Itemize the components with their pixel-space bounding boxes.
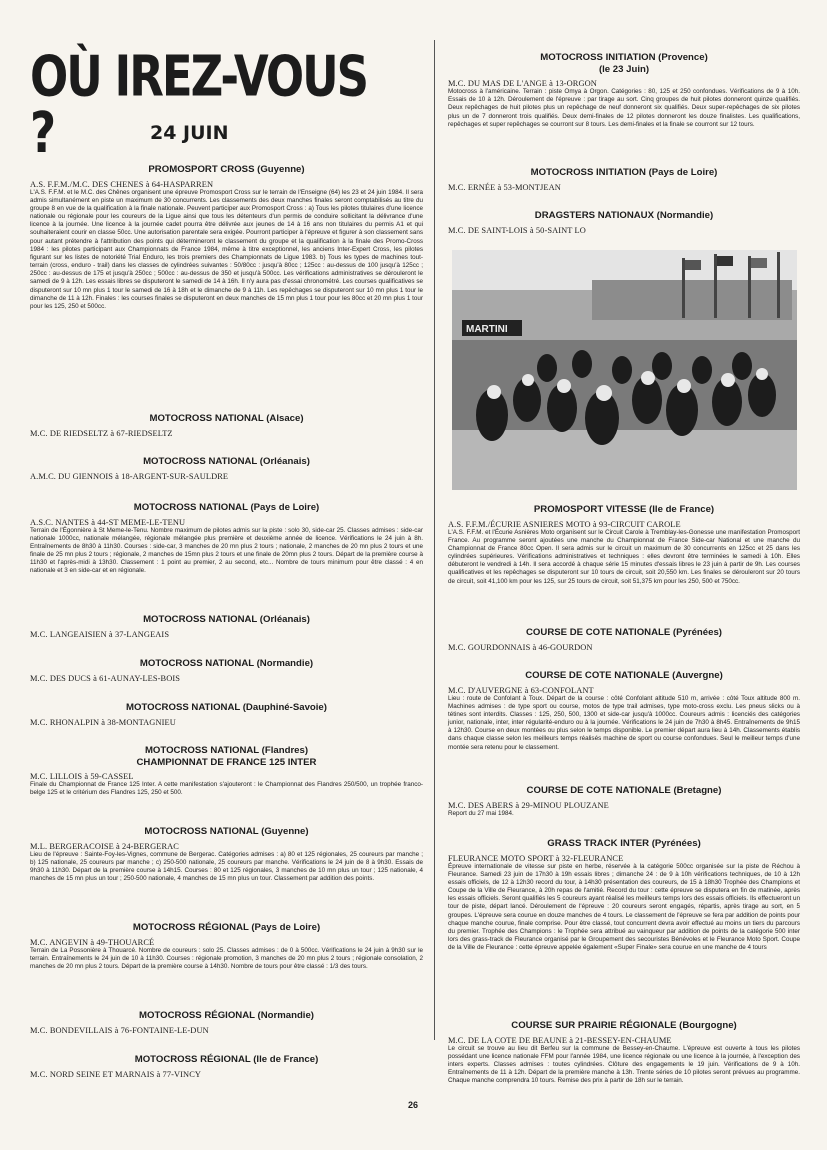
- event-organizer: M.C. ERNÉE à 53-MONTJEAN: [448, 182, 561, 192]
- event-heading: COURSE DE COTE NATIONALE (Bretagne): [526, 785, 722, 796]
- event-heading: MOTOCROSS RÉGIONAL (Pays de Loire): [132, 922, 321, 933]
- race-photo: [452, 250, 797, 490]
- event-organizer: A.S. F.F.M./M.C. DES CHENES à 64-HASPARREN: [30, 179, 214, 189]
- event-heading: MOTOCROSS NATIONAL (Dauphiné-Savoie): [126, 702, 327, 713]
- event-description: Report du 27 mai 1984.: [448, 809, 514, 817]
- event-description: Motocross à l'américaine. Terrain : piste Omya à Orgon. Catégories : 80, 125 et 250 confondues. Vérifications de 9 à 10h. Essais de 10 à 12h. Déroulement de l'épreuve : par tirage au sort. Cinq groupes de huit pilotes donneront quinze qualifiés. Deux repêchages de huit pilotes plus un repêchage de neuf donneront six qualifiés. Deux super-repêchages de six pilotes plus un de 7 donneront trois qualifiés. Deux demi-finales de 12 pilotes donneront les douze finalistes. Les qualifications, repêchages et super repêchages se courront sur 8 tours. Les demi-finales et la finale se courront sur 12 tours.: [448, 88, 800, 128]
- page-title: OÙ IREZ-VOUS ?: [30, 43, 368, 166]
- event-description: L'A.S. F.F.M. et le M.C. des Chênes organisent une épreuve Promosport Cross sur le terrain de l'Enseigne (64) les 23 et 24 juin 1984. Il sera admis simultanément en piste un maximum de 30 concurrents. Les classements des deux manches finales seront comptabilisés au titre du groupe 8 en vue de la qualification à la finale nationale. Peuvent participer aux Promosport Cross : a) Tous les pilotes titulaires d'une licence nationale ou régionale pour les coureurs de la Ligue ainsi que tous les détenteurs d'un permis de conduire sollicitant la délivrance d'une licence à la journée. Une licence à la journée cadet pourra être délivrée aux jeunes de 14 à 16 ans non titulaires du permis A1 et qui souhaiteraient courir en classe 50cc. Une autorisation parentale sera exigée. Pourront participer à l'épreuve et figurer à son classement sans pour autant prétendre à l'attribution des points qui détermineront le classement du groupe et la qualification à la finale des Promo-Cross 1984 : les pilotes participant aux Championnats de France 1984, même à titre exceptionnel, les anciens Inter-Expert Cross, les pilotes figurant sur les listes de notoriété Trial Enduro, les trois premiers des Championnats de Ligue 1983. b) Tous les types de machines tout-terrain (cross, enduro - trail) dans les classes de cylindrées suivantes : 50/80cc : jusqu'à 80cc ; 125cc : au-dessus de 100 jusqu'à 125cc ; 250cc : au-dessus de 175 et jusqu'à 250cc ; 500cc : au-dessus de 350 et jusqu'à 500cc. Les vérifications administratives se dérouleront le samedi de 9 à 12h. Les essais libres se disputeront le samedi de 14 à 16h. Il n'y aura pas d'essai chronométré. Les courses qualificatives se disputeront sur 10 mn plus 1 tour le samedi de 16 à 18h et le dimanche de 9 à 11h. Les repêchages se disputeront sur 10 mn plus 1 tour le dimanche de 11 à 12h. Finales : les courses finales se disputeront en deux manches de 15 mn plus 1 tour pour les 80cc et 20 mn plus 1 tour pour les 125, 250 et 500cc.: [30, 188, 423, 310]
- event-heading: COURSE SUR PRAIRIE RÉGIONALE (Bourgogne): [511, 1020, 737, 1031]
- event-motocross-pays-de-loire: [30, 502, 423, 576]
- event-heading: MOTOCROSS NATIONAL (Pays de Loire): [133, 502, 320, 513]
- event-organizer: M.C. DE LA COTE DE BEAUNE à 21-BESSEY-EN-CHAUME: [448, 1035, 672, 1045]
- event-organizer: M.C. DE SAINT-LOIS à 50-SAINT LO: [448, 225, 586, 235]
- event-motocross-langeais: [30, 614, 423, 639]
- race-photo-illustration: [452, 250, 797, 490]
- event-motocross-guyenne: [30, 826, 423, 883]
- event-organizer: M.C. DES ABERS à 29-MINOU PLOUZANE: [448, 800, 609, 810]
- event-organizer: M.C. LILLOIS à 59-CASSEL: [30, 772, 134, 781]
- event-organizer: FLEURANCE MOTO SPORT à 32-FLEURANCE: [448, 853, 624, 863]
- event-cote-pyrenees: [448, 627, 800, 652]
- event-heading: PROMOSPORT CROSS (Guyenne): [148, 164, 305, 175]
- event-organizer: A.S. F.F.M./ÉCURIE ASNIERES MOTO à 93-CIRCUIT CAROLE: [448, 519, 681, 529]
- event-organizer: M.C. ANGEVIN à 49-THOUARCÉ: [30, 937, 155, 947]
- page-number: 26: [408, 1100, 419, 1110]
- event-organizer: M.C. RHONALPIN à 38-MONTAGNIEU: [30, 717, 176, 727]
- event-description: Terrain de La Possonière à Thouarcé. Nombre de coureurs : solo 25. Classes admises : de 0 à 500cc. Vérifications le 24 juin à 9h30 sur le terrain. Entraînements le 24 juin de 10 à 11h30. Courses : régionale promotion, 3 manches de 20 mn plus 2 tours ; régionale consolation, 2 manches de 20 mn plus 2 tours. Départ de la première course à 14h30. Nombre de tours pour être classé : 1/3 des tours.: [30, 946, 423, 970]
- event-heading: MOTOCROSS NATIONAL (Guyenne): [144, 826, 309, 837]
- event-motocross-alsace: [30, 413, 423, 438]
- event-organizer: M.C. DU MAS DE L'ANGE à 13-ORGON: [448, 79, 597, 88]
- event-heading: MOTOCROSS INITIATION (Provence): [540, 52, 708, 63]
- event-description: Le circuit se trouve au lieu dit Berfeu sur la commune de Bessey-en-Chaume. L'épreuve est ouverte à tous les pilotes possédant une licence nationale FFM pour l'année 1984, une licence régionale ou une licence à la journée, à l'exception des inters experts. Classes admises : toutes cylindrées. Clôture des engagements le 19 juin. Vérifications de 9 à 10h. Entraînements de 11 à 12h. Départ de la première manche à 13h. Trente séries de 10 pilotes seront prévues au programme. Chaque manche comprendra 10 tours. Remise des prix à partir de 18h sur le terrain.: [448, 1044, 800, 1085]
- event-organizer: M.L. BERGERACOISE à 24-BERGERAC: [30, 841, 179, 851]
- event-heading: DRAGSTERS NATIONAUX (Normandie): [534, 210, 714, 221]
- event-heading: GRASS TRACK INTER (Pyrénées): [547, 838, 701, 849]
- event-description: Lieu : route de Confolant à Toux. Départ de la course : côté Confolant altitude 510 m, arrivée : côté Toux altitude 800 m. Machines admises : de type sport ou course, motos de type trail admises, type moto-cross exclu. Les pneus slicks ou à tétines sont interdits. Classes : 125, 250, 500, 1300 et side-car jusqu'à 1000cc. Coureurs admis : licenciés des catégories junior, nationale, inter, inter régularité-enduro ou à la journée. Vérifications le 24 juin de 7h30 à 8h45. Entraînements de 9h15 à 12h30. Course en deux montées ou plus selon le temps disponible. Le premier départ aura lieu à 14h. Classements établis dans chaque classe selon les meilleurs temps réalisés machine de sport ou course confondues. Seul le meilleur temps d'une montée sera retenu pour le classement.: [448, 694, 800, 751]
- event-heading: COURSE DE COTE NATIONALE (Pyrénées): [526, 627, 722, 638]
- event-description: Lieu de l'épreuve : Sainte-Foy-les-Vignes, commune de Bergerac. Catégories admises : a) 80 et 125 régionales, 25 coureurs par manche ; b) 125 nationale, 25 coureurs par manche ; c) 250-500 nationale, 25 coureurs par manche. Vérifications le 24 juin de 8 à 9h30. Essais de 9h30 à 11h30. Départ de la première course à 14h15. Courses : 80 et 125 régionales, 3 manches de 10 mn plus un tour ; 125 nationale, 4 manches de 15 mn plus un tour ; 250-500 nationale, 4 manches de 15 mn plus un tour. Classement par addition des points.: [30, 850, 423, 883]
- event-organizer: M.C. LANGEAISIEN à 37-LANGEAIS: [30, 629, 170, 639]
- event-organizer: A.S.C. NANTES à 44-ST MEME-LE-TENU: [30, 517, 186, 527]
- event-heading: MOTOCROSS NATIONAL (Flandres): [144, 745, 309, 756]
- event-heading: MOTOCROSS RÉGIONAL (Ile de France): [134, 1054, 319, 1065]
- event-heading: MOTOCROSS NATIONAL (Orléanais): [143, 456, 310, 467]
- event-heading: MOTOCROSS RÉGIONAL (Normandie): [138, 1010, 314, 1021]
- event-heading: MOTOCROSS NATIONAL (Alsace): [149, 413, 304, 424]
- event-description: L'A.S. F.F.M. et l'Écurie Asnières Moto organisent sur le Circuit Carole à Tremblay-les-Gonesse une manifestation Promosport France. Au programme seront ajoutées une manche du Championnat de France Side-car National et une manche du Championnat de France 80cc Open. Il sera admis sur le circuit un maximum de 30 concurrents en 125cc et 25 dans les cylindrées supérieures. Vérifications administratives et techniques : elles devront être terminées le samedi à 10h. Elles débuteront le vendredi à 14h. Il sera accordé à chaque série 15 minutes d'essais libres le 23 juin à partir de 9h. Les courses qualificatives et les repêchages se disputeront sur 10 tours de circuit, soit 20,550 km. Les finales se dérouleront sur 20 tours de circuit, soit 41,100 km pour les 125, sur 25 tours de circuit, soit 51,375 km pour les 250, 500 et 750cc.: [448, 528, 800, 585]
- event-heading: PROMOSPORT VITESSE (Ile de France): [533, 504, 715, 515]
- event-organizer: M.C. DE RIEDSELTZ à 67-RIEDSELTZ: [30, 428, 173, 438]
- event-subheading: CHAMPIONNAT DE FRANCE 125 INTER: [136, 756, 317, 768]
- event-heading: MOTOCROSS NATIONAL (Normandie): [139, 658, 314, 669]
- event-motocross-dauphine: [30, 702, 423, 727]
- event-heading: MOTOCROSS INITIATION (Pays de Loire): [530, 167, 718, 178]
- event-motocross-normandie: [30, 658, 423, 683]
- event-description: Terrain de l'Égonnière à St Meme-le-Tenu. Nombre maximum de pilotes admis sur la piste : solo 30, side-car 25. Classes admises : side-car nationale 1000cc, nationale mélangée, régionale mélangée plus première et deuxième année de licence. Vérifications le 24 juin à 8h. Entraînements de 8h30 à 11h30. Courses : side-car, 3 manches de 20 mn plus 2 tours ; nationale, 2 manches de 20 mn plus 2 tours et une finale de 25 mn plus 2 tours ; régionale, 2 manches de 15mn plus 2 tours et une finale de 20mn plus 2 tours. Départ de la première course à 11h30 et l'après-midi à 13h30. Classement : 1 point au premier, 2 au second, etc... Nombre de tours minimum pour être classé : 4 en nationale et 3 en side-car et en régionale.: [30, 526, 423, 575]
- event-subheading: (le 23 Juin): [598, 63, 650, 75]
- event-description: Épreuve internationale de vitesse sur piste en herbe, réservée à la catégorie 500cc organisée sur la piste de Réchou à Fleurance. Samedi 23 juin de 17h30 à 19h essais libres ; dimanche 24 : de 9 à 10h vérifications techniques, de 10 à 12h essais officiels, de 12 à 12h30 record du tour, à 14h30 présentation des coureurs, de 15 à 18h30 Trophée des Champions et Coupe de la Ville de Fleurance, à 20h repas de l'amitié. Record du tour : cette épreuve se disputera en fin de matinée, après les essais officiels. Seront qualifiés les 5 coureurs ayant réalisé les meilleurs temps lors des essais officiels. Ils effectueront un tour de piste, départ lancé. Déroulement de l'épreuve : 20 coureurs seront engagés, répartis, après tirage au sort, en 5 groupes. L'épreuve sera courue en douze manches de 4 tours. Le classement de l'épreuve se fera par addition de points pour chaque manche courue, finale comprise. Pour être classé, tout concurrent devra avoir effectué au moins un tiers du parcours du premier. Trophée des Champions : le Trophée sera attribué au vainqueur par addition de points de la catégorie 500 inter lors des grass-track de Fleurance organisé par le Groupement des secouristes Bénévoles et le Fleurance Moto Sport. Coupe de la Ville de Fleurance : cette épreuve appelée également «Super Finale» sera courue en une manche de 4 tours: [448, 862, 800, 952]
- event-organizer: M.C. D'AUVERGNE à 63-CONFOLANT: [448, 685, 594, 695]
- event-initiation-provence: [448, 52, 800, 129]
- event-motocross-orleanais: [30, 456, 423, 481]
- event-organizer: M.C. GOURDONNAIS à 46-GOURDON: [448, 642, 593, 652]
- event-heading: COURSE DE COTE NATIONALE (Auvergne): [525, 670, 723, 681]
- event-regional-normandie: [30, 1010, 423, 1035]
- event-regional-pays-de-loire: [30, 922, 423, 971]
- event-organizer: A.M.C. DU GIENNOIS à 18-ARGENT-SUR-SAULDRE: [30, 471, 229, 481]
- event-prairie-bourgogne: [448, 1020, 800, 1085]
- event-grass-track: [448, 838, 800, 952]
- event-organizer: M.C. NORD SEINE ET MARNAIS à 77-VINCY: [30, 1069, 202, 1079]
- event-initiation-pays-de-loire: [448, 167, 800, 192]
- banner-text: MARTINI: [466, 324, 508, 335]
- event-promosport-cross: [30, 164, 423, 311]
- event-motocross-flandres: [30, 745, 423, 797]
- date-heading: 24 JUIN: [150, 122, 229, 144]
- event-cote-bretagne: [448, 785, 800, 818]
- event-organizer: M.C. DES DUCS à 61-AUNAY-LES-BOIS: [30, 673, 181, 683]
- event-description: Finale du Championnat de France 125 Inter. A cette manifestation s'ajouteront : le Championnat des Flandres 250/500, un trophée franco-belge 125 et le critérium des Flandres 125, 250 et 500.: [30, 781, 423, 797]
- column-divider: [434, 40, 435, 1040]
- event-cote-auvergne: [448, 670, 800, 752]
- event-dragsters-normandie: [448, 210, 800, 235]
- event-organizer: M.C. BONDEVILLAIS à 76-FONTAINE-LE-DUN: [30, 1025, 209, 1035]
- event-regional-ile-de-france: [30, 1054, 423, 1079]
- event-heading: MOTOCROSS NATIONAL (Orléanais): [143, 614, 310, 625]
- event-promosport-vitesse: [448, 504, 800, 586]
